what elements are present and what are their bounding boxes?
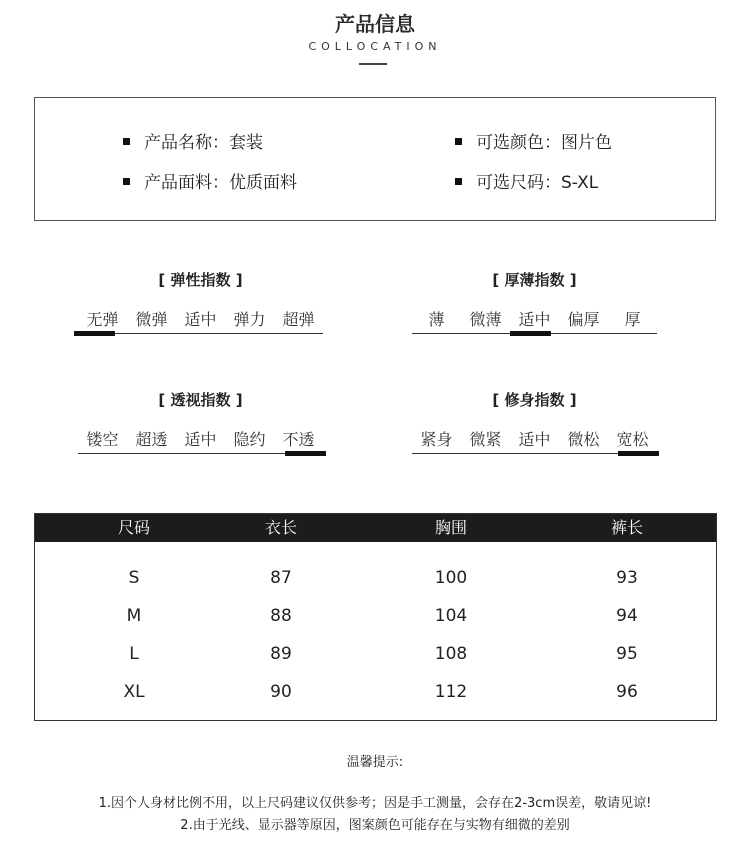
bullet-icon — [455, 178, 462, 185]
product-info-box — [34, 97, 716, 221]
scale-title: [ 弹性指数 ] — [158, 271, 243, 289]
scale-option: 薄 — [428, 310, 445, 329]
product-size-item — [455, 168, 598, 193]
product-size-text: 可选尺码：S-XL — [476, 173, 599, 193]
scale-title: [ 修身指数 ] — [492, 391, 577, 409]
table-cell: 95 — [616, 644, 638, 664]
table-header-cell: 衣长 — [264, 518, 297, 537]
table-header-cell: 裤长 — [610, 518, 643, 537]
table-cell: S — [128, 568, 140, 588]
section-subtitle: COLLOCATION — [308, 40, 442, 53]
bullet-icon — [455, 138, 462, 145]
scale-title: [ 厚薄指数 ] — [492, 271, 577, 289]
table-cell: 89 — [270, 644, 292, 664]
product-fabric-item — [123, 168, 297, 193]
table-header-cell: 胸围 — [434, 518, 467, 537]
tip-line-2: 2.由于光线、显示器等原因，图案颜色可能存在与实物有细微的差别 — [180, 818, 570, 833]
table-cell: 108 — [434, 644, 468, 664]
scale-option: 超透 — [135, 430, 168, 449]
scale-option: 微弹 — [135, 310, 168, 329]
elasticity-scale — [78, 269, 323, 349]
scale-option: 适中 — [518, 430, 551, 449]
table-cell: 93 — [616, 568, 638, 588]
scale-selected-marker — [74, 331, 115, 336]
scale-option: 宽松 — [616, 430, 649, 449]
tips-title: 温馨提示: — [346, 755, 404, 770]
title-divider — [359, 63, 387, 65]
table-cell: L — [129, 644, 139, 664]
table-cell: XL — [123, 682, 145, 702]
fit-scale — [412, 389, 657, 469]
bullet-icon — [123, 138, 130, 145]
size-table — [34, 513, 717, 721]
product-name-text: 产品名称：套装 — [144, 133, 263, 153]
scale-option: 微松 — [567, 430, 600, 449]
scale-option: 隐约 — [233, 430, 266, 449]
scale-option: 适中 — [518, 310, 551, 329]
table-cell: 104 — [434, 606, 468, 626]
tip-line-1: 1.因个人身材比例不用，以上尺码建议仅供参考；因是手工测量，会存在2-3cm误差，敬请见谅! — [98, 796, 652, 811]
scale-option: 适中 — [184, 430, 217, 449]
table-cell: 94 — [616, 606, 638, 626]
scale-title: [ 透视指数 ] — [158, 391, 243, 409]
table-header — [35, 514, 716, 542]
product-color-text: 可选颜色：图片色 — [476, 133, 612, 153]
scale-option: 不透 — [282, 430, 315, 449]
scale-option: 偏厚 — [567, 310, 600, 329]
scale-option: 弹力 — [233, 310, 266, 329]
scale-selected-marker — [618, 451, 659, 456]
scale-option: 无弹 — [86, 310, 119, 329]
scale-option: 微紧 — [469, 430, 502, 449]
scale-option: 超弹 — [282, 310, 315, 329]
scale-option: 微薄 — [469, 310, 502, 329]
table-cell: 100 — [434, 568, 468, 588]
product-fabric-text: 产品面料：优质面料 — [144, 173, 297, 193]
transparency-scale — [78, 389, 323, 469]
scale-selected-marker — [510, 331, 551, 336]
thickness-scale — [412, 269, 657, 349]
table-cell: 112 — [434, 682, 468, 702]
scale-option: 适中 — [184, 310, 217, 329]
table-header-cell: 尺码 — [117, 518, 150, 537]
product-color-item — [455, 128, 612, 153]
table-cell: 88 — [270, 606, 292, 626]
table-cell: 90 — [270, 682, 292, 702]
scale-option: 紧身 — [420, 430, 453, 449]
bullet-icon — [123, 178, 130, 185]
scale-option: 镂空 — [86, 430, 119, 449]
product-name-item — [123, 128, 263, 153]
table-cell: 96 — [616, 682, 638, 702]
section-title: 产品信息 — [335, 12, 415, 36]
table-cell: 87 — [270, 568, 292, 588]
scale-selected-marker — [285, 451, 326, 456]
scale-option: 厚 — [624, 310, 641, 329]
table-cell: M — [126, 606, 142, 626]
